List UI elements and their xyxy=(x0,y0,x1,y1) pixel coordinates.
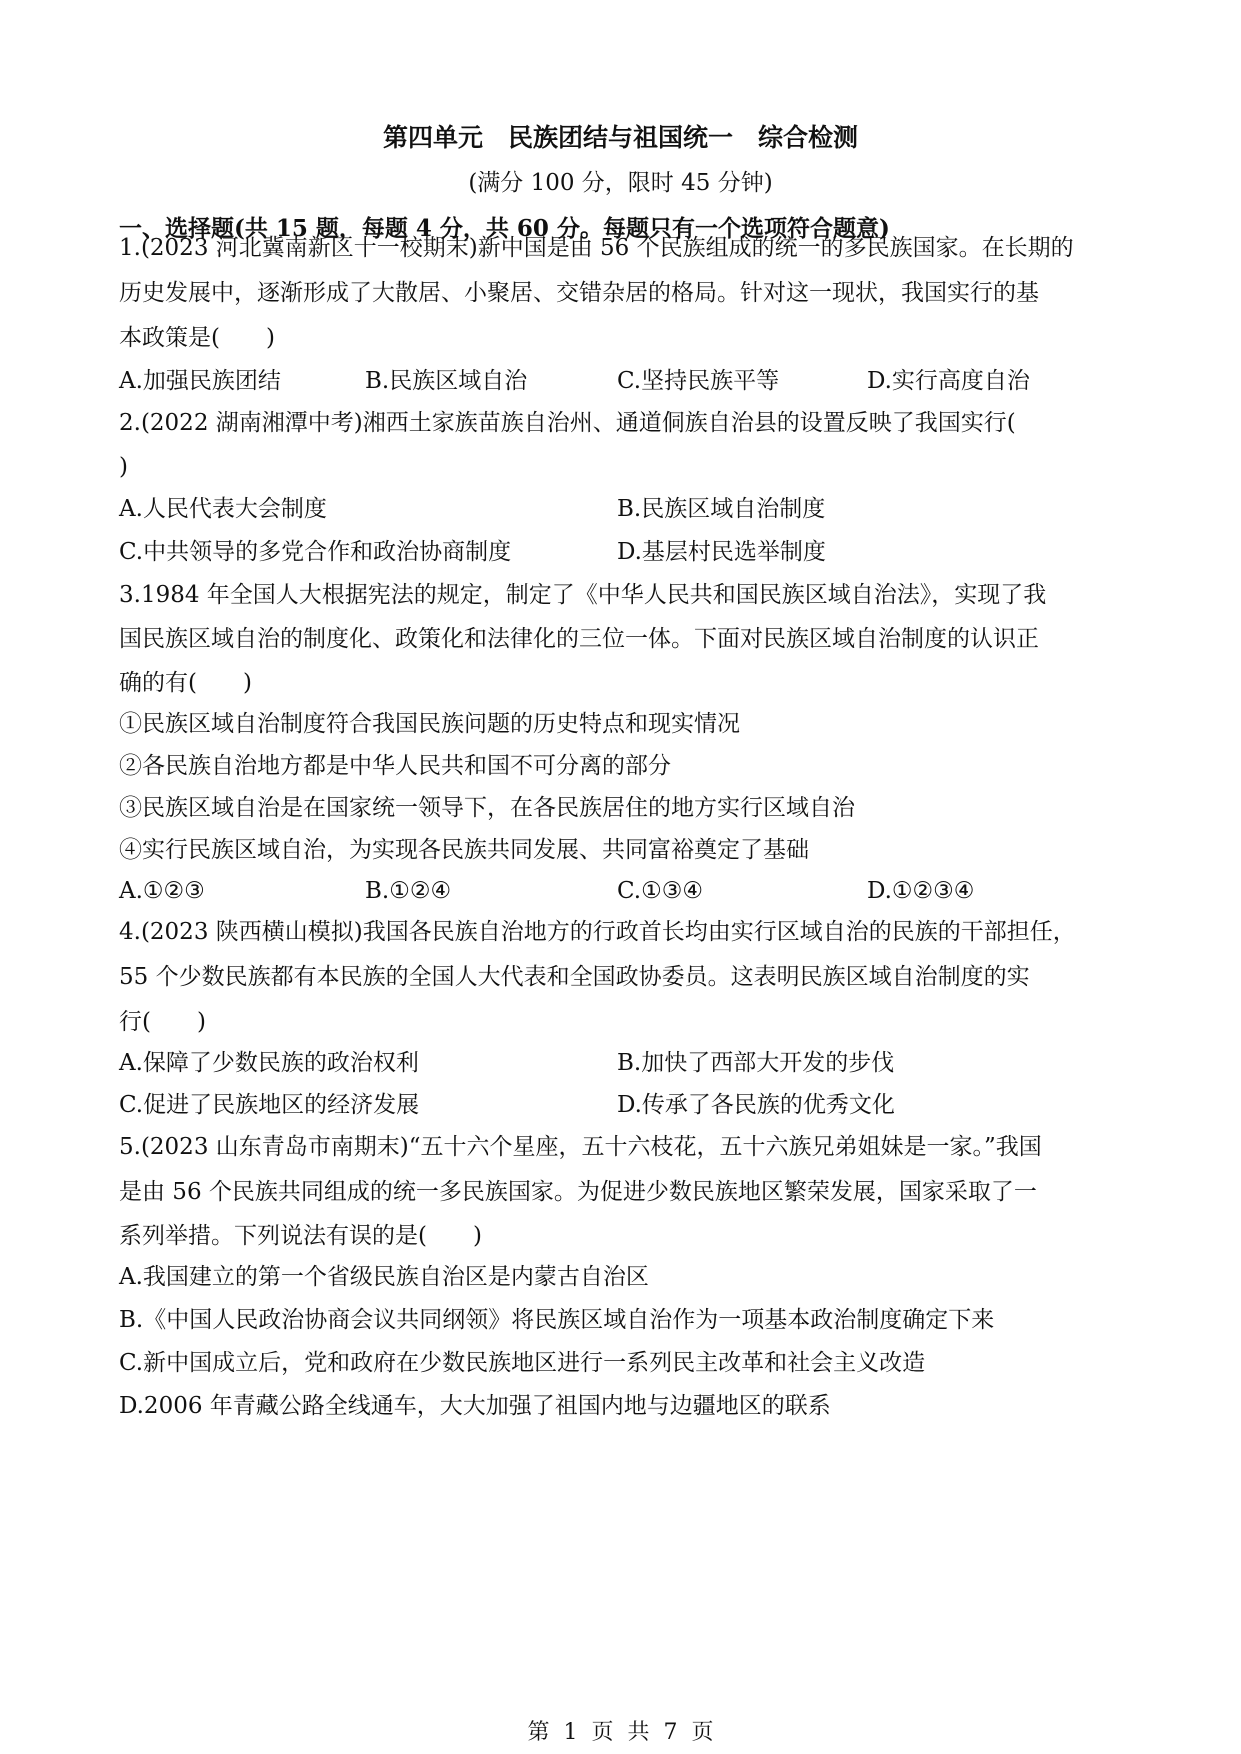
question-stem-line: 系列举措。下列说法有误的是( ) xyxy=(119,1223,482,1249)
statement-2: ②各民族自治地方都是中华人民共和国不可分离的部分 xyxy=(119,753,671,779)
statement-1: ①民族区域自治制度符合我国民族问题的历史特点和现实情况 xyxy=(119,711,740,737)
question-stem-line: 55 个少数民族都有本民族的全国人大代表和全国政协委员。这表明民族区域自治制度的实 xyxy=(119,964,1030,990)
question-stem-line: 3.1984 年全国人大根据宪法的规定，制定了《中华人民共和国民族区域自治法》，实现了我 xyxy=(119,582,1047,608)
option-d[interactable]: D.基层村民选举制度 xyxy=(617,539,826,565)
question-stem-line: 确的有( ) xyxy=(119,670,252,696)
option-c[interactable]: C.中共领导的多党合作和政治协商制度 xyxy=(119,539,512,565)
option-c[interactable]: C.①③④ xyxy=(617,878,703,904)
option-a[interactable]: A.加强民族团结 xyxy=(119,368,281,394)
option-c[interactable]: C.促进了民族地区的经济发展 xyxy=(119,1092,420,1118)
question-stem-line: 5.(2023 山东青岛市南期末)“五十六个星座，五十六枝花，五十六族兄弟姐妹是一家。”我国 xyxy=(119,1134,1042,1160)
page-number: 第 1 页 共 7 页 xyxy=(527,1720,714,1745)
option-d[interactable]: D.2006 年青藏公路全线通车，大大加强了祖国内地与边疆地区的联系 xyxy=(119,1393,831,1419)
option-a[interactable]: A.①②③ xyxy=(119,878,205,904)
option-a[interactable]: A.我国建立的第一个省级民族自治区是内蒙古自治区 xyxy=(119,1264,649,1290)
option-b[interactable]: B.加快了西部大开发的步伐 xyxy=(617,1050,895,1076)
option-a[interactable]: A.保障了少数民族的政治权利 xyxy=(119,1050,419,1076)
option-b[interactable]: B.民族区域自治制度 xyxy=(617,496,826,522)
option-b[interactable]: B.《中国人民政治协商会议共同纲领》将民族区域自治作为一项基本政治制度确定下来 xyxy=(119,1307,995,1333)
question-stem-line: 国民族区域自治的制度化、政策化和法律化的三位一体。下面对民族区域自治制度的认识正 xyxy=(119,626,1039,652)
question-stem-line: ) xyxy=(119,454,128,480)
option-a[interactable]: A.人民代表大会制度 xyxy=(119,496,327,522)
option-c[interactable]: C.新中国成立后，党和政府在少数民族地区进行一系列民主改革和社会主义改造 xyxy=(119,1350,926,1376)
option-c[interactable]: C.坚持民族平等 xyxy=(617,368,780,394)
option-d[interactable]: D.①②③④ xyxy=(867,878,975,904)
option-d[interactable]: D.实行高度自治 xyxy=(867,368,1030,394)
page-title: 第四单元 民族团结与祖国统一 综合检测 xyxy=(382,123,858,152)
statement-4: ④实行民族区域自治，为实现各民族共同发展、共同富裕奠定了基础 xyxy=(119,837,809,863)
option-b[interactable]: B.①②④ xyxy=(365,878,452,904)
question-stem-line: 是由 56 个民族共同组成的统一多民族国家。为促进少数民族地区繁荣发展，国家采取了一 xyxy=(119,1179,1037,1205)
section-heading: 一、选择题(共 15 题，每题 4 分，共 60 分。每题只有一个选项符合题意) xyxy=(119,215,890,242)
question-stem-line: 4.(2023 陕西横山模拟)我国各民族自治地方的行政首长均由实行区域自治的民族的干部担任， xyxy=(119,919,1076,945)
question-stem-line: 2.(2022 湖南湘潭中考)湘西土家族苗族自治州、通道侗族自治县的设置反映了我国实行( xyxy=(119,410,1016,436)
page-subtitle: (满分 100 分，限时 45 分钟) xyxy=(468,170,773,196)
question-stem-line: 本政策是( ) xyxy=(119,325,275,351)
question-stem-line: 历史发展中，逐渐形成了大散居、小聚居、交错杂居的格局。针对这一现状，我国实行的基 xyxy=(119,280,1039,306)
statement-3: ③民族区域自治是在国家统一领导下，在各民族居住的地方实行区域自治 xyxy=(119,795,855,821)
question-stem-line: 1.(2023 河北冀南新区十一校期末)新中国是由 56 个民族组成的统一的多民族国家。在长期的 xyxy=(119,235,1074,261)
option-d[interactable]: D.传承了各民族的优秀文化 xyxy=(617,1092,895,1118)
option-b[interactable]: B.民族区域自治 xyxy=(365,368,528,394)
question-stem-line: 行( ) xyxy=(119,1009,206,1035)
